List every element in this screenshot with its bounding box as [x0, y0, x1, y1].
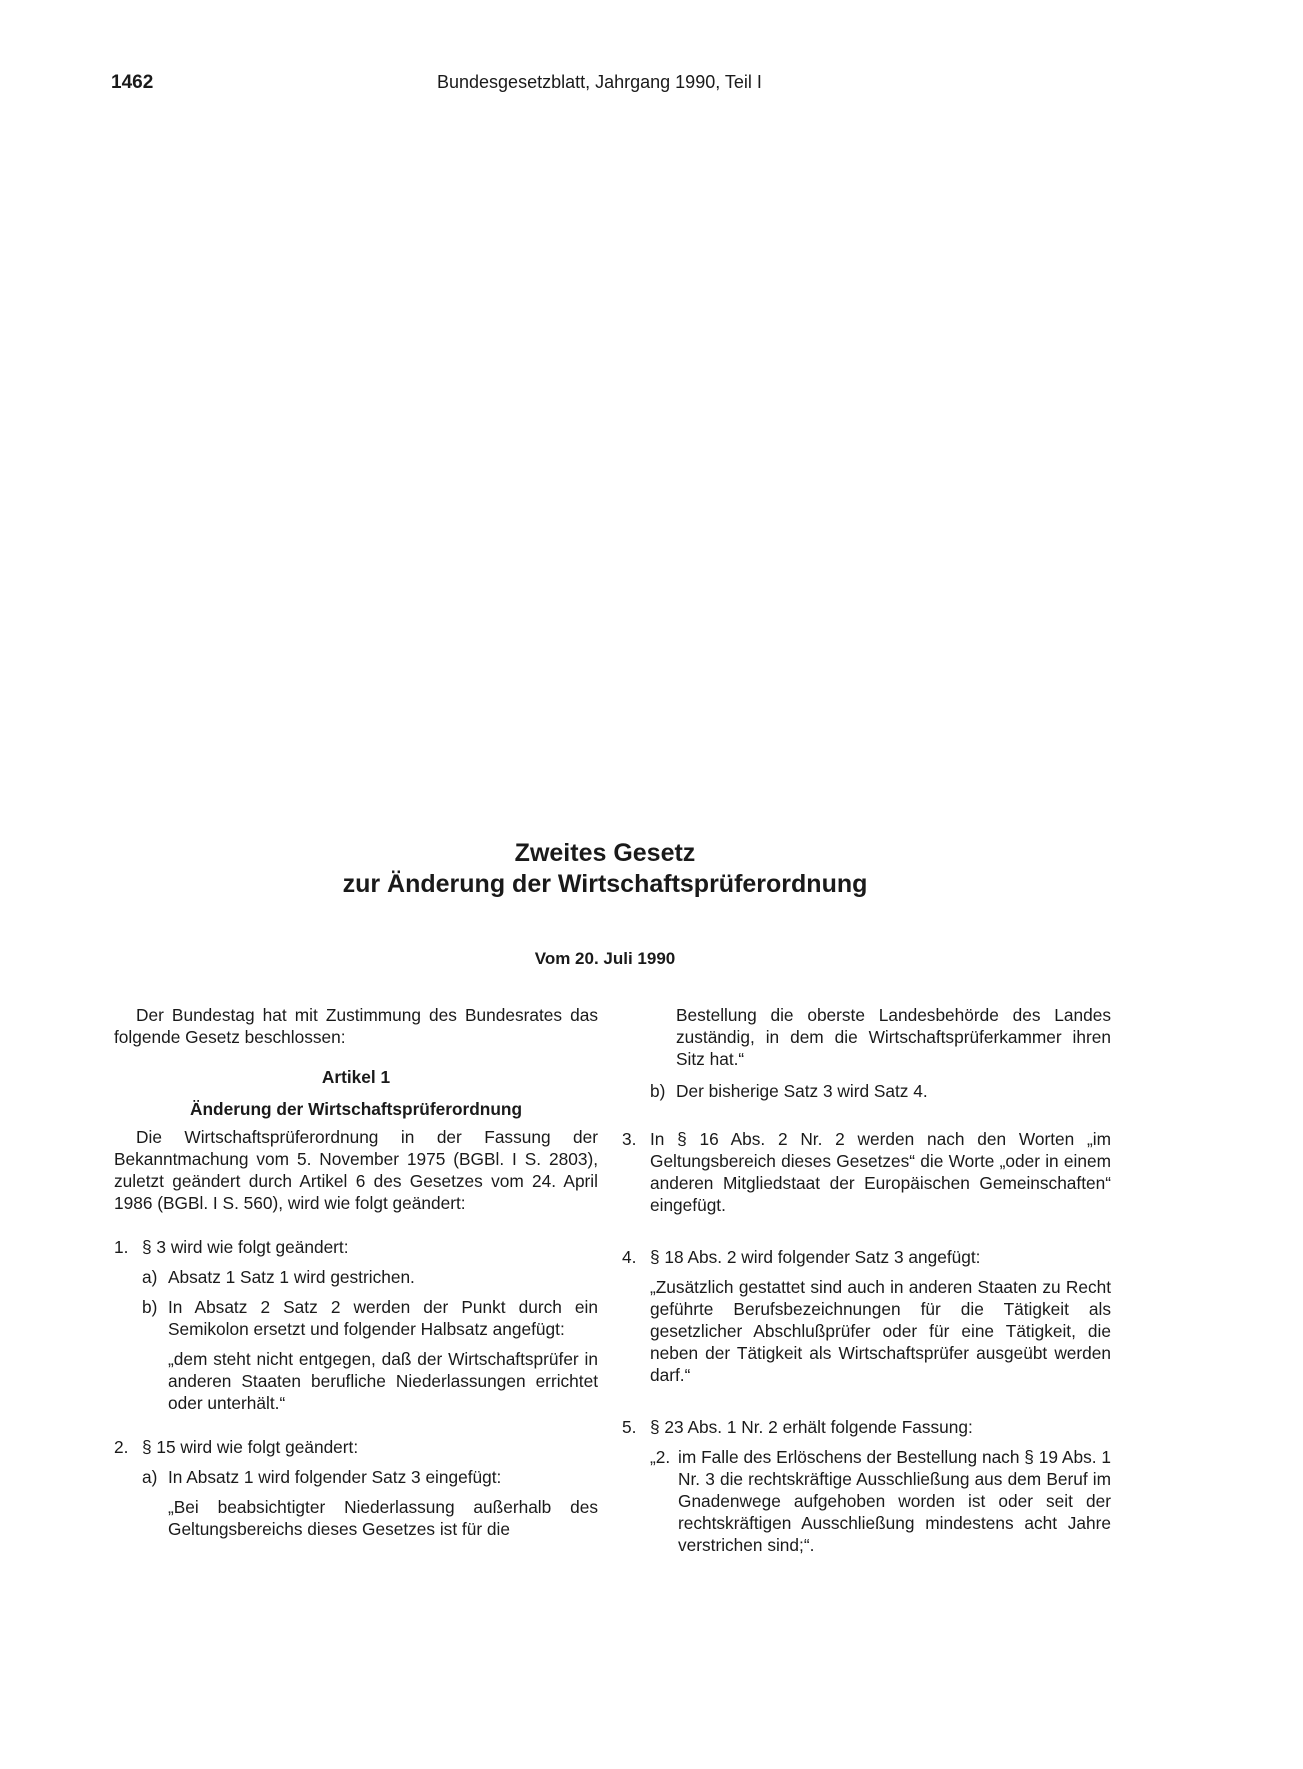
sub-item-text: In Absatz 1 wird folgender Satz 3 eingefügt: — [168, 1467, 502, 1487]
sub-item-letter: a) — [142, 1467, 158, 1487]
item-number: 4. — [622, 1247, 637, 1267]
article-number: Artikel 1 — [321, 1067, 391, 1087]
item-number: 1. — [114, 1237, 129, 1257]
quote-2a-continued: Bestellung die oberste Landesbehörde des Landes zuständig, in dem die Wirtschaftsprüferkammer ihren Sitz hat.“ — [676, 1005, 1111, 1069]
sub-item-1a — [114, 1266, 598, 1288]
sub-item-letter: b) — [650, 1081, 666, 1101]
law-date: Vom 20. Juli 1990 — [534, 949, 676, 968]
quote-1b: „dem steht nicht entgegen, daß der Wirtschaftsprüfer in anderen Staaten berufliche Niederlassungen errichtet oder unterhält.“ — [168, 1349, 598, 1413]
quote-text: im Falle des Erlöschens der Bestellung nach § 19 Abs. 1 Nr. 3 die rechtskräftige Ausschließung aus dem Beruf im Gnadenwege aufgehoben worden ist oder seit der rechtskräftigen Ausschließung mindestens acht Jahre verstrichen sind;“. — [678, 1447, 1111, 1555]
list-item-3 — [622, 1128, 1111, 1216]
quote-5 — [622, 1446, 1111, 1556]
quote-number: „2. — [650, 1447, 671, 1467]
sub-item-text: Der bisherige Satz 3 wird Satz 4. — [676, 1081, 928, 1101]
sub-item-text: In Absatz 2 Satz 2 werden der Punkt durch ein Semikolon ersetzt und folgender Halbsatz angefügt: — [168, 1297, 598, 1339]
running-header: Bundesgesetzblatt, Jahrgang 1990, Teil I — [437, 72, 762, 92]
page-number: 1462 — [111, 72, 154, 93]
list-item-4 — [622, 1246, 1111, 1268]
item-text: § 23 Abs. 1 Nr. 2 erhält folgende Fassung: — [650, 1417, 973, 1437]
sub-item-text: Absatz 1 Satz 1 wird gestrichen. — [168, 1267, 415, 1287]
left-column — [114, 1004, 598, 1540]
sub-item-letter: a) — [142, 1267, 158, 1287]
quote-4: „Zusätzlich gestattet sind auch in anderen Staaten zu Recht geführte Berufsbezeichnungen für die Tätigkeit als gesetzlicher Abschlußprüfer oder für eine Tätigkeit, die neben der Tätigkeit als Wirtschaftsprüfer ausgeübt werden darf.“ — [650, 1277, 1111, 1385]
article-intro: Die Wirtschaftsprüferordnung in der Fassung der Bekanntmachung vom 5. November 1975 (BGBl. I S. 2803), zuletzt geändert durch Artikel 6 des Gesetzes vom 24. April 1986 (BGBl. I S. 560), wird wie folgt geändert: — [114, 1127, 598, 1213]
preamble: Der Bundestag hat mit Zustimmung des Bundesrates das folgende Gesetz beschlossen: — [114, 1005, 598, 1047]
item-number: 3. — [622, 1129, 637, 1149]
right-column — [622, 1004, 1111, 1556]
sub-item-2a — [114, 1466, 598, 1488]
item-text: In § 16 Abs. 2 Nr. 2 werden nach den Worten „im Geltungsbereich dieses Gesetzes“ die Worte „oder in einem anderen Mitgliedstaat der Europäischen Gemeinschaften“ eingefügt. — [650, 1129, 1111, 1215]
list-item-1 — [114, 1236, 598, 1258]
list-item-2 — [114, 1436, 598, 1458]
title-block — [0, 838, 1210, 969]
item-text: § 15 wird wie folgt geändert: — [142, 1437, 359, 1457]
item-text: § 18 Abs. 2 wird folgender Satz 3 angefügt: — [650, 1247, 981, 1267]
sub-item-letter: b) — [142, 1297, 158, 1317]
quote-2a: „Bei beabsichtigter Niederlassung außerhalb des Geltungsbereichs dieses Gesetzes ist für die — [168, 1497, 598, 1539]
item-number: 5. — [622, 1417, 637, 1437]
sub-item-1b — [114, 1296, 598, 1340]
item-number: 2. — [114, 1437, 129, 1457]
item-text: § 3 wird wie folgt geändert: — [142, 1237, 349, 1257]
sub-item-2b — [622, 1080, 1111, 1102]
law-title-line1: Zweites Gesetz — [514, 839, 696, 867]
article-title: Änderung der Wirtschaftsprüferordnung — [189, 1099, 523, 1119]
law-title — [0, 838, 1210, 900]
law-title-line2: zur Änderung der Wirtschaftsprüferordnung — [342, 870, 868, 898]
list-item-5 — [622, 1416, 1111, 1438]
